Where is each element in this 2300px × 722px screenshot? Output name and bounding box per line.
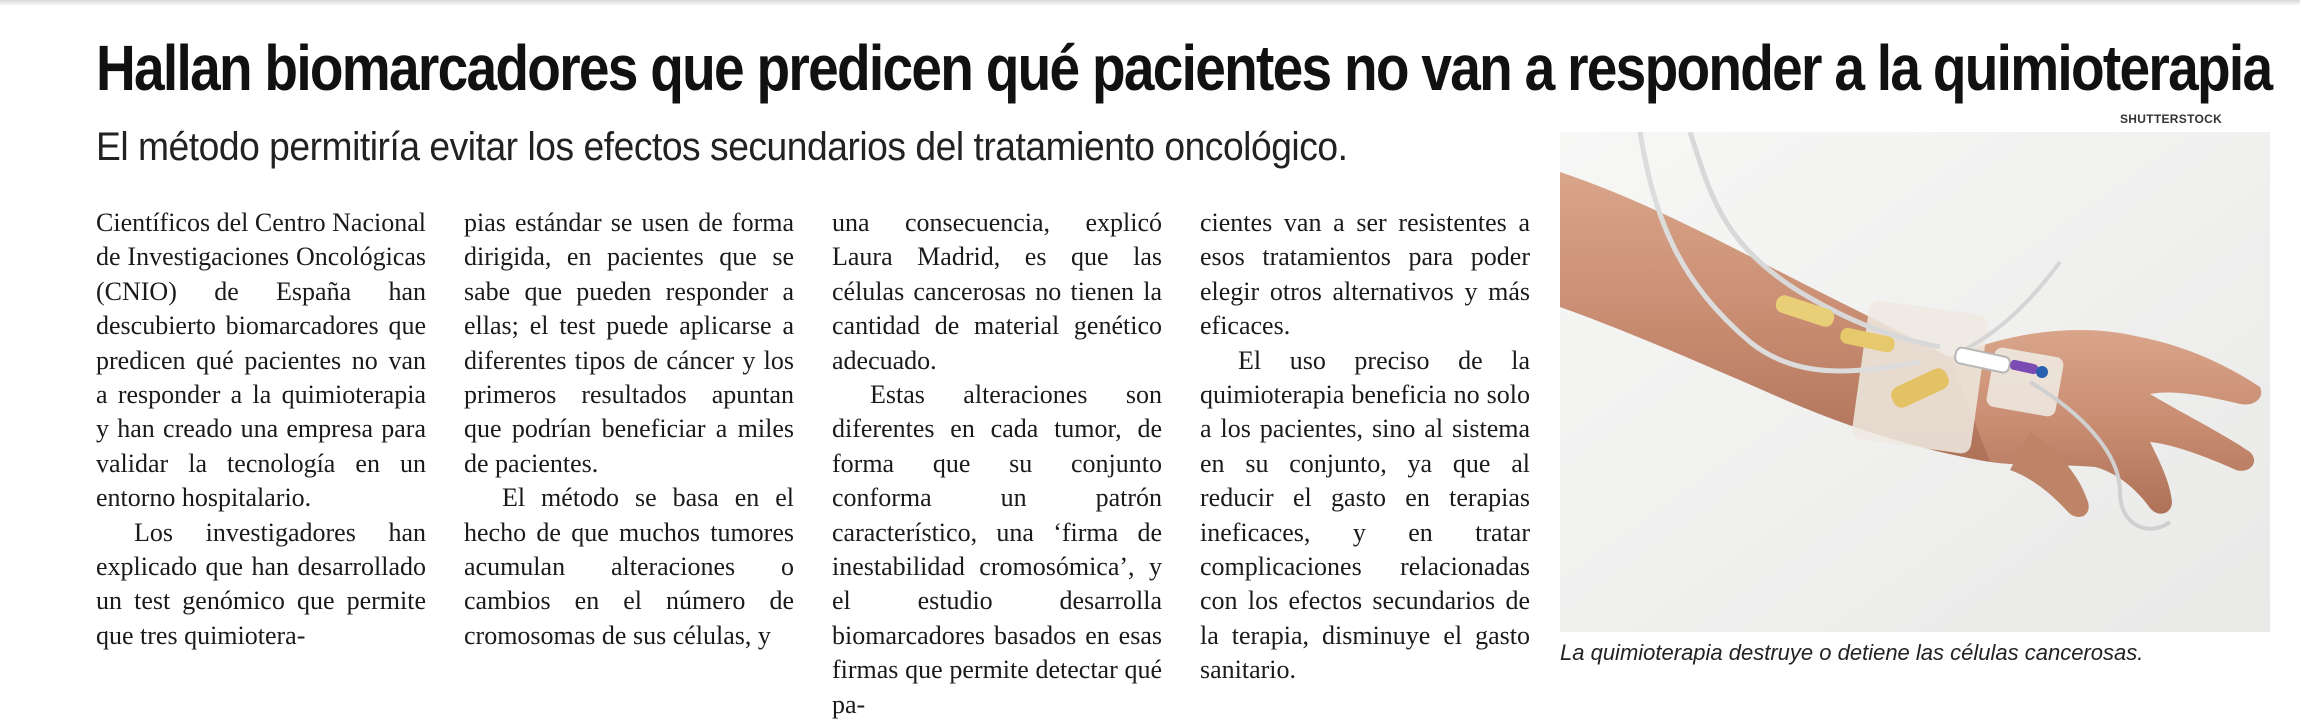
paragraph: Científicos del Centro Nacional de Investigaciones Oncológicas (CNIO) de España han descubierto biomarcadores que predicen qué pacientes no van a responder a la quimioterapia y han creado una empresa para validar la tecnología en un entorno hospitalario. [96,208,426,513]
text-column-3 [832,206,1162,722]
paragraph: pias estándar se usen de forma dirigida, en pacientes que se sabe que pueden responder a ellas; el test puede aplicarse a diferentes tipos de cáncer y los primeros resultados apuntan que podrían beneficiar a miles de pacientes. [464,208,794,478]
text-column-1 [96,206,426,722]
paragraph: una consecuencia, explicó Laura Madrid, es que las células cancerosas no tienen la cantidad de material genético adecuado. [832,208,1162,375]
photo-iv-drip-hand [1560,132,2270,632]
top-rule [0,0,2300,6]
subheadline: El método permitiría evitar los efectos secundarios del tratamiento oncológico. [96,125,1348,169]
iv-drip-hand-illustration [1560,132,2270,632]
article-body [96,206,1530,722]
photo-caption: La quimioterapia destruye o detiene las células cancerosas. [1560,640,2144,665]
headline: Hallan biomarcadores que predicen qué pacientes no van a responder a la quimioterapia [96,32,2272,104]
paragraph: Los investigadores han explicado que han desarrollado un test genómico que permite que tres quimiotera- [96,517,426,650]
text-column-4 [1200,206,1530,722]
photo-credit: SHUTTERSTOCK [2120,112,2223,126]
paragraph: El uso preciso de la quimioterapia beneficia no solo a los pacientes, sino al sistema en su conjunto, ya que al reducir el gasto en terapias ineficaces, y en tratar complicaciones relacionadas con los efectos secundarios de la terapia, disminuye el gasto sanitario. [1200,345,1530,685]
paragraph: El método se basa en el hecho de que muchos tumores acumulan alteraciones o cambios en el número de cromosomas de sus células, y [464,483,794,650]
text-column-2 [464,206,794,722]
paragraph: cientes van a ser resistentes a esos tratamientos para poder elegir otros alternativos y más eficaces. [1200,208,1530,341]
paragraph: Estas alteraciones son diferentes en cada tumor, de forma que su conjunto conforma un patrón característico, una ‘firma de inestabilidad cromosómica’, y el estudio desarrolla biomarcadores basados en esas firmas que permite detectar qué pa- [832,380,1162,719]
